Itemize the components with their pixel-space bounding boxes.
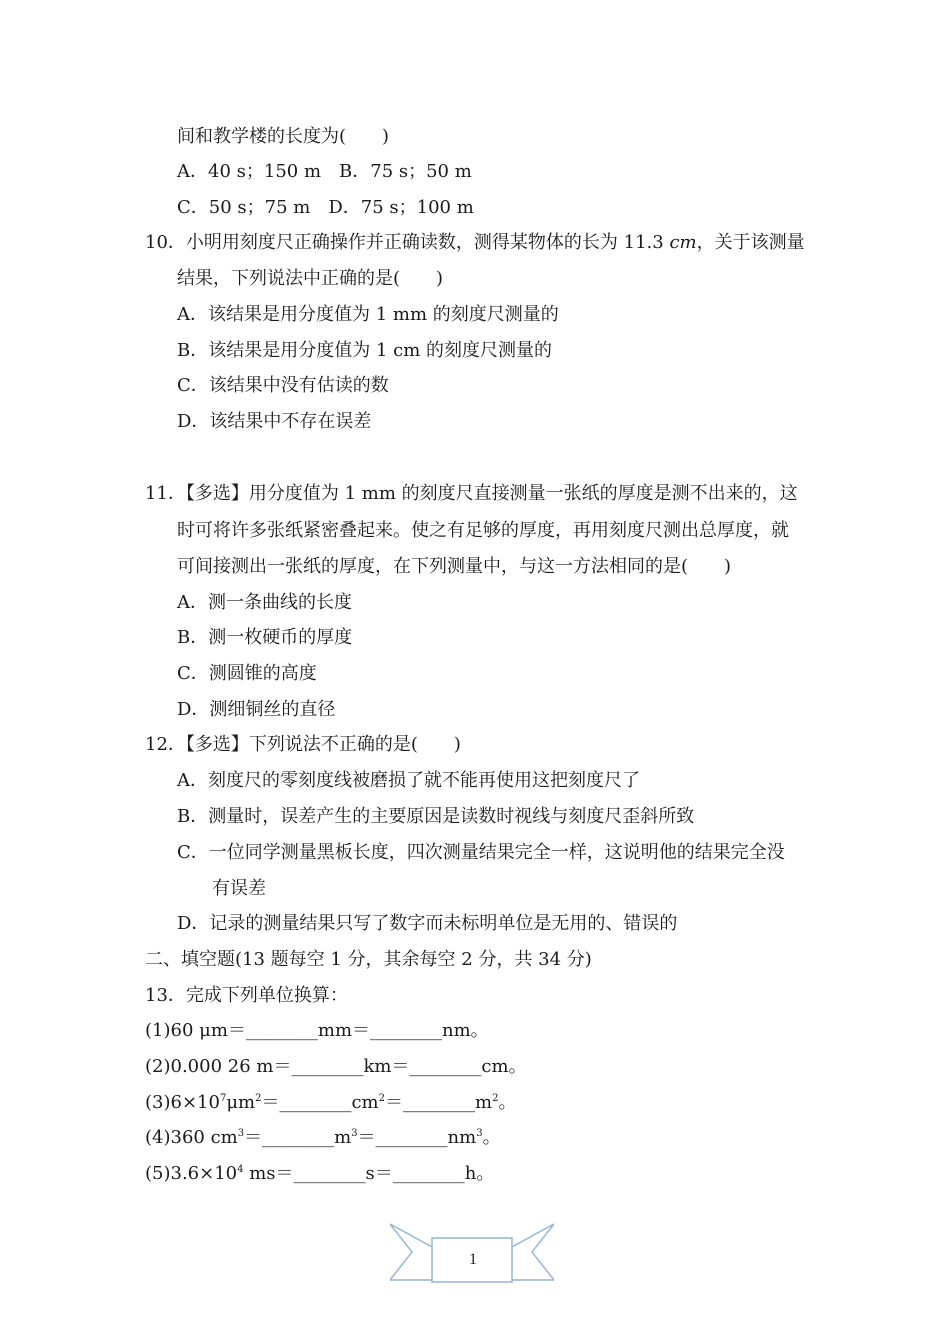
q13-part4-d: 。: [482, 1127, 501, 1148]
q13-part4: [145, 1126, 501, 1150]
q13-part4-b: ＝________m: [244, 1127, 352, 1148]
q13-stem: 13．完成下列单位换算：: [145, 985, 348, 1006]
ribbon-right-tail: [510, 1224, 554, 1280]
q11-option-b: B．测一枚硬币的厚度: [177, 627, 353, 648]
q12-option-c-line1: C．一位同学测量黑板长度，四次测量结果完全一样，这说明他的结果完全没: [177, 842, 785, 863]
q10-stem-line1: [145, 231, 805, 255]
q10-option-b: B．该结果是用分度值为 1 cm 的刻度尺测量的: [177, 340, 552, 361]
q13-part4-a: (4)360 cm: [145, 1127, 238, 1148]
q13-part3-a: (3)6×10: [145, 1092, 220, 1113]
q13-part3-e: 。: [498, 1092, 517, 1113]
q13-part1: (1)60 μm＝________mm＝________nm。: [145, 1020, 489, 1041]
q13-part3-b: μm: [226, 1092, 256, 1113]
q13-part3-exp3: 2: [378, 1093, 385, 1104]
q12-option-d: D．记录的测量结果只写了数字而未标明单位是无用的、错误的: [177, 913, 678, 934]
q13-part2: (2)0.000 26 m＝________km＝________cm。: [145, 1056, 527, 1077]
q13-part3-c: ＝________cm: [261, 1092, 379, 1113]
q13-part3-exp2: 2: [255, 1093, 262, 1104]
q11-option-c: C．测圆锥的高度: [177, 663, 317, 684]
q12-option-b: B．测量时，误差产生的主要原因是读数时视线与刻度尺歪斜所致: [177, 806, 695, 827]
q9-stem-tail: 间和教学楼的长度为( ): [177, 126, 390, 147]
q11-stem-line2: 时可将许多张纸紧密叠起来。使之有足够的厚度，再用刻度尺测出总厚度，就: [177, 520, 789, 541]
q12-stem: 12．【多选】下列说法不正确的是( ): [145, 734, 461, 755]
q11-option-a: A．测一条曲线的长度: [177, 592, 352, 613]
q13-part4-exp2: 3: [351, 1128, 358, 1139]
q13-part3: [145, 1091, 516, 1115]
q13-part3-d: ＝________m: [385, 1092, 493, 1113]
q10-option-c: C．该结果中没有估读的数: [177, 375, 389, 396]
q13-part4-c: ＝________nm: [357, 1127, 477, 1148]
page-number: 1: [469, 1251, 477, 1268]
q13-part5-exp1: 4: [237, 1164, 244, 1175]
q11-option-d: D．测细铜丝的直径: [177, 699, 336, 720]
q10-stem-line1-text: 10．小明用刻度尺正确操作并正确读数，测得某物体的长为 11.3: [145, 232, 670, 253]
q10-option-a: A．该结果是用分度值为 1 mm 的刻度尺测量的: [177, 304, 559, 325]
q9-options-ab: A．40 s；150 m B．75 s；50 m: [177, 161, 472, 182]
q13-part4-exp3: 3: [476, 1128, 483, 1139]
ribbon-left-tail: [390, 1224, 434, 1280]
q13-part3-exp1: 7: [219, 1093, 227, 1104]
q10-unit-cm: cm: [669, 232, 697, 253]
q13-part5-b: ms＝________s＝________h。: [243, 1163, 495, 1184]
q9-options-cd: C．50 s；75 m D．75 s；100 m: [177, 197, 474, 218]
q13-part3-exp4: 2: [492, 1093, 499, 1104]
q11-stem-line3: 可间接测出一张纸的厚度，在下列测量中，与这一方法相同的是( ): [177, 556, 732, 577]
q12-option-c-line2: 有误差: [212, 878, 266, 899]
section-title: 二、填空题(13 题每空 1 分，其余每空 2 分，共 34 分): [145, 949, 592, 970]
q10-stem-line2: 结果，下列说法中正确的是( ): [177, 268, 444, 289]
q13-part4-exp1: 3: [237, 1128, 245, 1139]
q12-option-a: A．刻度尺的零刻度线被磨损了就不能再使用这把刻度尺了: [177, 770, 640, 791]
q13-part5-a: (5)3.6×10: [145, 1163, 238, 1184]
q10-stem-line1-end: ，关于该测量: [696, 232, 805, 253]
q11-stem-line1: 11．【多选】用分度值为 1 mm 的刻度尺直接测量一张纸的厚度是测不出来的，这: [145, 483, 798, 504]
q10-option-d: D．该结果中不存在误差: [177, 411, 372, 432]
q13-part5: [145, 1162, 494, 1186]
